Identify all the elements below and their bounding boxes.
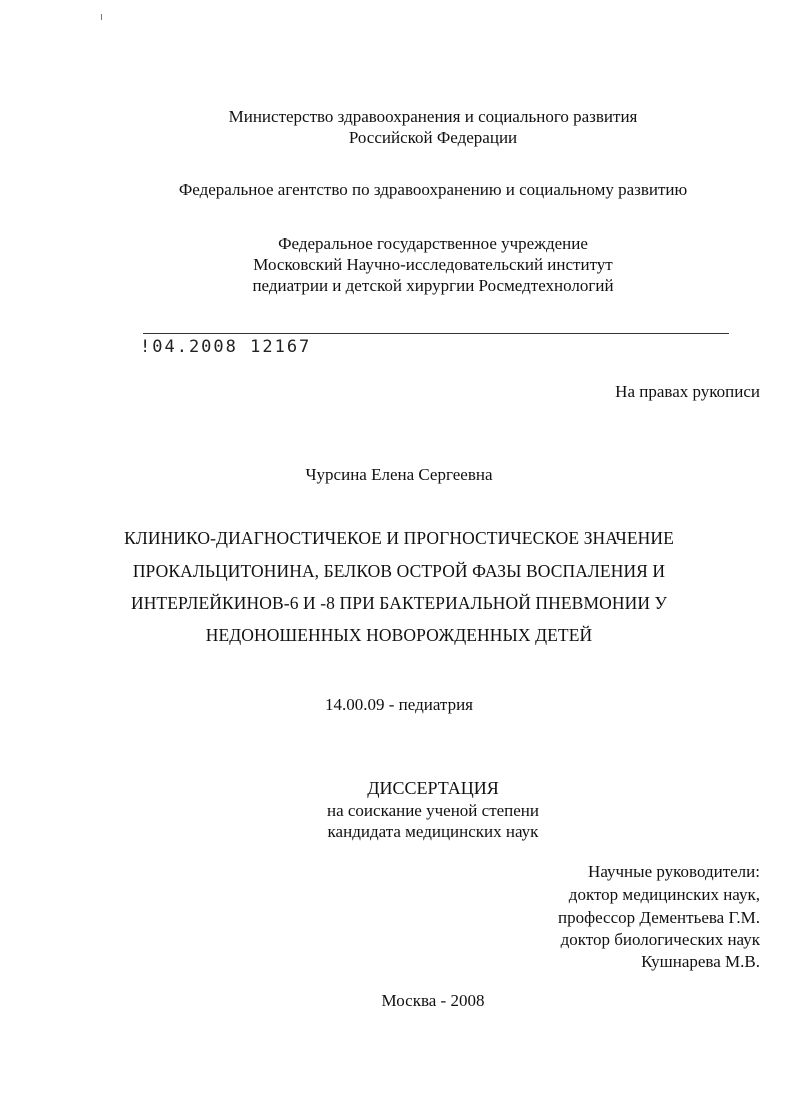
title-line-2: ПРОКАЛЬЦИТОНИНА, БЕЛКОВ ОСТРОЙ ФАЗЫ ВОСПАЛЕНИЯ И	[132, 561, 666, 581]
institution-line-2: Московский Научно-исследовательский институт	[253, 255, 613, 274]
supervisor-line-3: доктор биологических наук	[560, 930, 760, 949]
city-year: Москва - 2008	[381, 991, 485, 1010]
specialty-code: 14.00.09 - педиатрия	[325, 695, 473, 714]
supervisor-line-2: профессор Дементьева Г.М.	[557, 908, 760, 927]
title-line-3: ИНТЕРЛЕЙКИНОВ-6 И -8 ПРИ БАКТЕРИАЛЬНОЙ ПНЕВМОНИИ У	[130, 593, 668, 613]
title-line-4: НЕДОНОШЕННЫХ НОВОРОЖДЕННЫХ ДЕТЕЙ	[205, 625, 593, 645]
institution-line-3: педиатрии и детской хирургии Росмедтехнологий	[252, 276, 614, 295]
ministry-line-1: Министерство здравоохранения и социального развития	[228, 107, 638, 126]
agency-line: Федеральное агентство по здравоохранению и социальному развитию	[178, 180, 688, 199]
ministry-line-2: Российской Федерации	[348, 128, 518, 147]
rights-note: На правах рукописи	[615, 382, 760, 401]
title-line-1: КЛИНИКО-ДИАГНОСТИЧЕКОЕ И ПРОГНОСТИЧЕСКОЕ ЗНАЧЕНИЕ	[124, 528, 674, 548]
supervisors-heading: Научные руководители:	[588, 862, 760, 881]
document-type: ДИССЕРТАЦИЯ	[367, 778, 499, 798]
registration-stamp: !04.2008 12167	[140, 337, 312, 357]
supervisor-line-1: доктор медицинских наук,	[568, 885, 760, 904]
scan-speck	[101, 14, 102, 20]
header-divider	[143, 333, 729, 334]
author-name: Чурсина Елена Сергеевна	[305, 465, 493, 484]
institution-line-1: Федеральное государственное учреждение	[278, 234, 588, 253]
degree-line-1: на соискание ученой степени	[326, 801, 540, 820]
supervisor-line-4: Кушнарева М.В.	[641, 952, 760, 971]
degree-line-2: кандидата медицинских наук	[327, 822, 539, 841]
